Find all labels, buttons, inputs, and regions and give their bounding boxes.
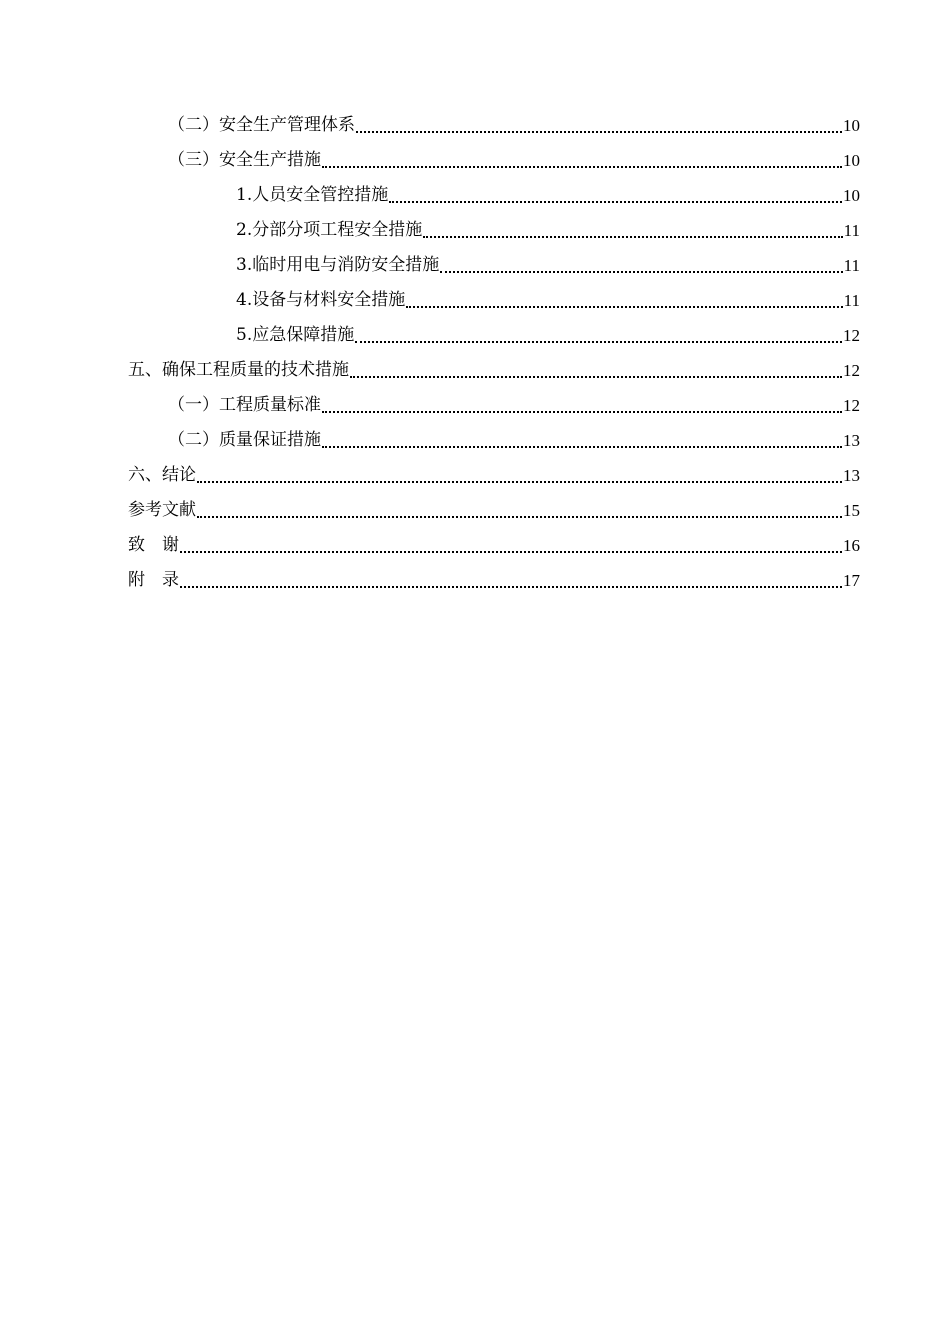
toc-entry-page: 10	[843, 151, 860, 170]
toc-dot-leader	[423, 213, 842, 248]
toc-dot-leader	[389, 178, 842, 213]
toc-entry-title: （一）工程质量标准	[168, 395, 321, 415]
toc-entry-title: 1.人员安全管控措施	[236, 185, 389, 205]
toc-entry-page: 13	[843, 431, 860, 450]
toc-dot-leader	[350, 353, 842, 388]
toc-entry[interactable]	[0, 318, 950, 353]
toc-entry-page: 13	[843, 466, 860, 485]
toc-dot-leader	[322, 143, 842, 178]
toc-entry-page: 11	[843, 256, 860, 275]
toc-entry-title: （二）质量保证措施	[168, 430, 321, 450]
toc-entry-page: 10	[843, 186, 860, 205]
toc-entry[interactable]	[0, 248, 950, 283]
toc-entry-title: 附 录	[128, 570, 179, 590]
toc-entry-title: （二）安全生产管理体系	[168, 115, 355, 135]
toc-dot-leader	[322, 388, 842, 423]
toc-dot-leader	[180, 528, 842, 563]
toc-entry-page: 16	[843, 536, 860, 555]
toc-entry[interactable]	[0, 388, 950, 423]
toc-entry-page: 15	[843, 501, 860, 520]
toc-entry-title: （三）安全生产措施	[168, 150, 321, 170]
table-of-contents	[0, 108, 950, 598]
toc-entry-page: 12	[843, 326, 860, 345]
toc-entry[interactable]	[0, 493, 950, 528]
toc-entry-title: 五、确保工程质量的技术措施	[128, 360, 349, 380]
toc-entry-title: 2.分部分项工程安全措施	[236, 220, 423, 240]
toc-entry-page: 17	[843, 571, 860, 590]
toc-entry[interactable]	[0, 283, 950, 318]
toc-entry-title: 参考文献	[128, 500, 196, 520]
toc-entry-page: 12	[843, 361, 860, 380]
toc-entry-title: 4.设备与材料安全措施	[236, 290, 406, 310]
toc-entry-title: 六、结论	[128, 465, 196, 485]
toc-entry-page: 12	[843, 396, 860, 415]
toc-entry[interactable]	[0, 458, 950, 493]
toc-entry-title: 致 谢	[128, 535, 179, 555]
toc-entry[interactable]	[0, 423, 950, 458]
toc-entry-page: 11	[843, 291, 860, 310]
toc-dot-leader	[197, 493, 842, 528]
toc-entry[interactable]	[0, 353, 950, 388]
toc-entry-title: 3.临时用电与消防安全措施	[236, 255, 440, 275]
toc-dot-leader	[355, 318, 842, 353]
toc-entry-title: 5.应急保障措施	[236, 325, 355, 345]
toc-entry[interactable]	[0, 213, 950, 248]
toc-entry[interactable]	[0, 108, 950, 143]
toc-entry[interactable]	[0, 528, 950, 563]
toc-entry[interactable]	[0, 563, 950, 598]
toc-dot-leader	[356, 108, 842, 143]
toc-dot-leader	[440, 248, 842, 283]
toc-dot-leader	[406, 283, 842, 318]
toc-entry[interactable]	[0, 178, 950, 213]
toc-entry[interactable]	[0, 143, 950, 178]
toc-dot-leader	[197, 458, 842, 493]
toc-dot-leader	[180, 563, 842, 598]
toc-dot-leader	[322, 423, 842, 458]
toc-entry-page: 11	[843, 221, 860, 240]
toc-entry-page: 10	[843, 116, 860, 135]
